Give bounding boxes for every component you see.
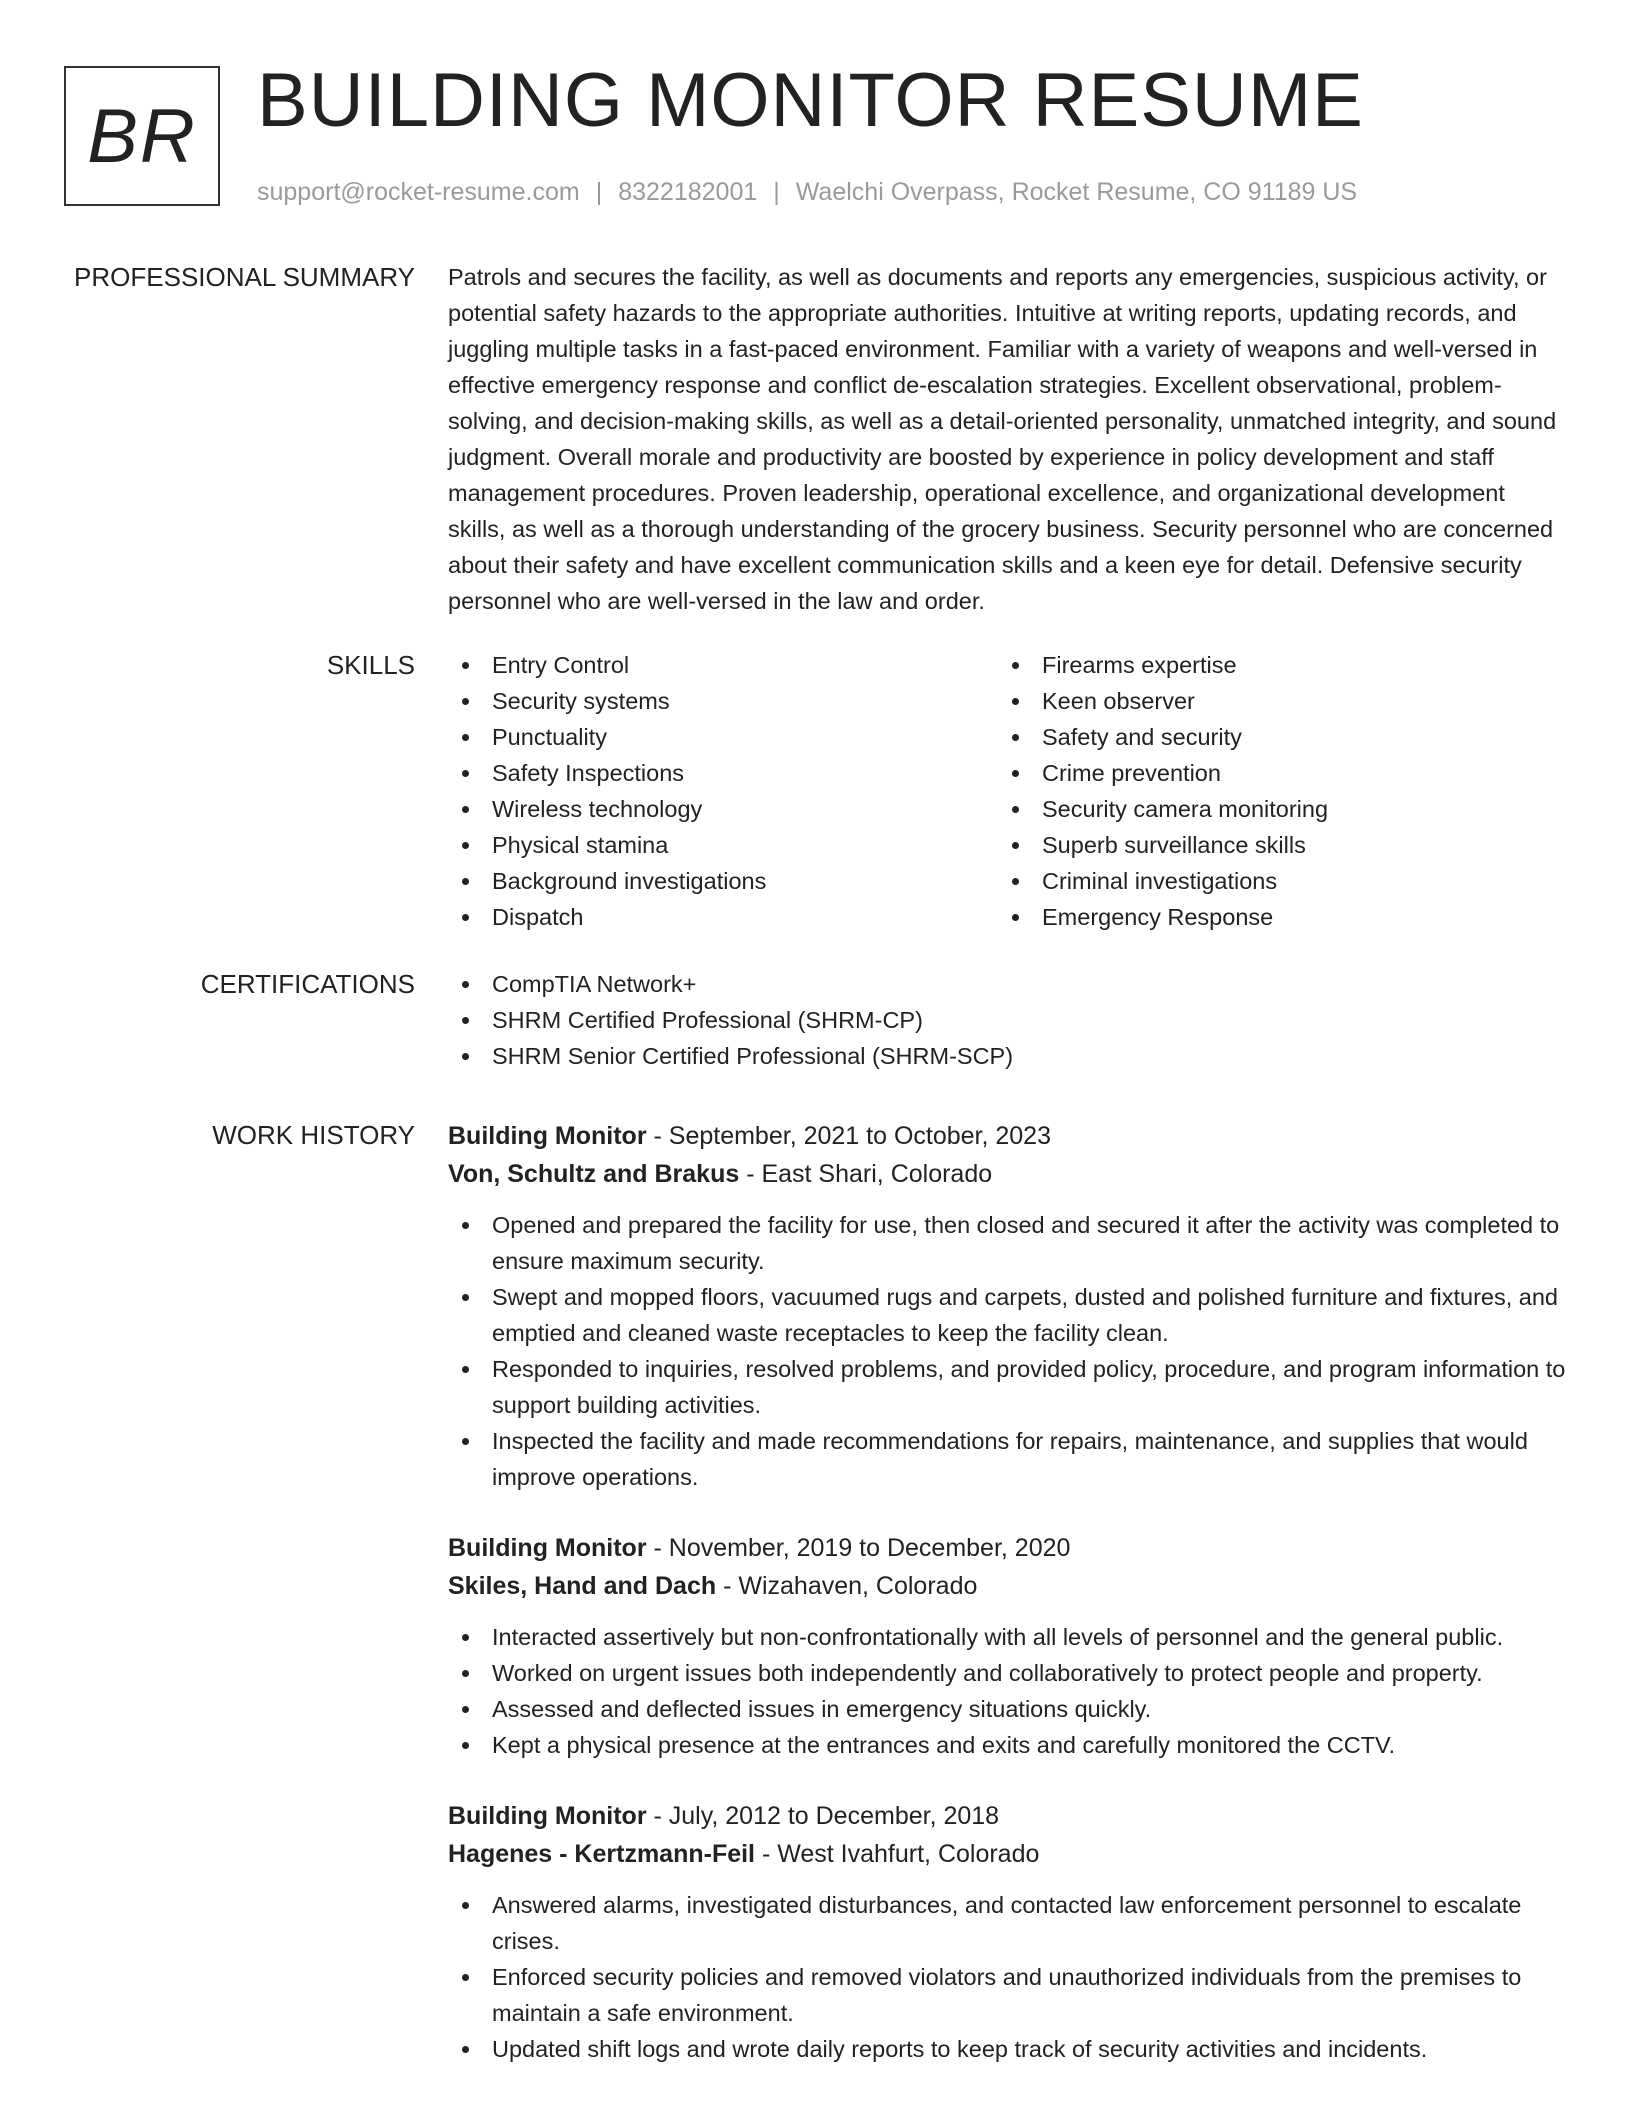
monogram-initials: BR xyxy=(87,93,197,179)
skills-body xyxy=(448,647,1568,935)
job-dates: - September, 2021 to October, 2023 xyxy=(646,1122,1051,1150)
job-entry xyxy=(448,1529,1568,1763)
job-title-line xyxy=(448,1529,1568,1567)
job-company: Hagenes - Kertzmann-Feil xyxy=(448,1840,756,1868)
job-entry xyxy=(448,1117,1568,1495)
job-bullet: Worked on urgent issues both independently and collaboratively to protect people and property. xyxy=(448,1655,1568,1691)
contact-line xyxy=(257,174,1357,210)
skill-item: Safety and security xyxy=(998,719,1548,755)
skill-item: Safety Inspections xyxy=(448,755,998,791)
certification-item: SHRM Senior Certified Professional (SHRM-SCP) xyxy=(448,1038,1568,1074)
certifications-body xyxy=(448,966,1568,1074)
skills-list-left xyxy=(448,647,998,935)
job-bullets xyxy=(448,1619,1568,1763)
job-location: - West Ivahfurt, Colorado xyxy=(755,1840,1040,1868)
contact-address: Waelchi Overpass, Rocket Resume, CO 91189 US xyxy=(795,178,1358,206)
job-company-line xyxy=(448,1155,1568,1193)
job-location: - Wizahaven, Colorado xyxy=(716,1572,978,1600)
skill-item: Dispatch xyxy=(448,899,998,935)
job-bullet: Swept and mopped floors, vacuumed rugs and carpets, dusted and polished furniture and fixtures, and emptied and cleaned waste receptacles to keep the facility clean. xyxy=(448,1279,1568,1351)
job-dates: - July, 2012 to December, 2018 xyxy=(646,1802,1000,1830)
contact-separator: | xyxy=(773,178,780,206)
section-label-skills: SKILLS xyxy=(326,650,415,680)
contact-email[interactable]: support@rocket-resume.com xyxy=(257,178,580,206)
certification-item: CompTIA Network+ xyxy=(448,966,1568,1002)
job-title: Building Monitor xyxy=(448,1802,647,1830)
skill-item: Security systems xyxy=(448,683,998,719)
job-bullet: Inspected the facility and made recommendations for repairs, maintenance, and supplies that would improve operations. xyxy=(448,1423,1568,1495)
skills-list-right xyxy=(998,647,1548,935)
skill-item: Physical stamina xyxy=(448,827,998,863)
job-bullet: Kept a physical presence at the entrances and exits and carefully monitored the CCTV. xyxy=(448,1727,1568,1763)
summary-body xyxy=(448,259,1568,619)
certifications-list xyxy=(448,966,1568,1074)
certification-item: SHRM Certified Professional (SHRM-CP) xyxy=(448,1002,1568,1038)
job-company: Skiles, Hand and Dach xyxy=(448,1572,717,1600)
job-bullet: Enforced security policies and removed violators and unauthorized individuals from the premises to maintain a safe environment. xyxy=(448,1959,1568,2031)
job-bullet: Answered alarms, investigated disturbances, and contacted law enforcement personnel to escalate crises. xyxy=(448,1887,1568,1959)
job-bullet: Opened and prepared the facility for use, then closed and secured it after the activity was completed to ensure maximum security. xyxy=(448,1207,1568,1279)
section-label-summary: PROFESSIONAL SUMMARY xyxy=(74,262,415,292)
job-bullets xyxy=(448,1887,1568,2067)
skill-item: Emergency Response xyxy=(998,899,1548,935)
job-title: Building Monitor xyxy=(448,1122,647,1150)
job-company-line xyxy=(448,1835,1568,1873)
job-title-line xyxy=(448,1117,1568,1155)
resume-title: BUILDING MONITOR RESUME xyxy=(257,58,1364,143)
skill-item: Criminal investigations xyxy=(998,863,1548,899)
job-location: - East Shari, Colorado xyxy=(739,1160,993,1188)
job-bullet: Updated shift logs and wrote daily reports to keep track of security activities and incidents. xyxy=(448,2031,1568,2067)
skill-item: Entry Control xyxy=(448,647,998,683)
contact-separator: | xyxy=(595,178,603,206)
job-bullet: Responded to inquiries, resolved problems, and provided policy, procedure, and program information to support building activities. xyxy=(448,1351,1568,1423)
skill-item: Punctuality xyxy=(448,719,998,755)
job-company-line xyxy=(448,1567,1568,1605)
skill-item: Superb surveillance skills xyxy=(998,827,1548,863)
skill-item: Security camera monitoring xyxy=(998,791,1548,827)
section-label-certifications: CERTIFICATIONS xyxy=(200,969,415,999)
job-dates: - November, 2019 to December, 2020 xyxy=(646,1534,1071,1562)
section-label-work-history: WORK HISTORY xyxy=(212,1120,415,1150)
skill-item: Crime prevention xyxy=(998,755,1548,791)
skill-item: Keen observer xyxy=(998,683,1548,719)
job-bullets xyxy=(448,1207,1568,1495)
job-bullet: Interacted assertively but non-confrontationally with all levels of personnel and the general public. xyxy=(448,1619,1568,1655)
summary-text: Patrols and secures the facility, as well as documents and reports any emergencies, suspicious activity, or potential safety hazards to the appropriate authorities. Intuitive at writing reports, updating records, and juggling multiple tasks in a fast-paced environment. Familiar with a variety of weapons and well-versed in effective emergency response and conflict de-escalation strategies. Excellent observational, problem-solving, and decision-making skills, as well as a detail-oriented personality, unmatched integrity, and sound judgment. Overall morale and productivity are boosted by experience in policy development and staff management procedures. Proven leadership, operational excellence, and organizational development skills, as well as a thorough understanding of the grocery business. Security personnel who are concerned about their safety and have excellent communication skills and a keen eye for detail. Defensive security personnel who are well-versed in the law and order. xyxy=(448,264,1557,614)
job-company: Von, Schultz and Brakus xyxy=(448,1160,740,1188)
job-entry xyxy=(448,1797,1568,2067)
monogram-badge xyxy=(64,66,220,206)
skill-item: Background investigations xyxy=(448,863,998,899)
job-bullet: Assessed and deflected issues in emergency situations quickly. xyxy=(448,1691,1568,1727)
contact-phone[interactable]: 8322182001 xyxy=(618,178,758,206)
job-title: Building Monitor xyxy=(448,1534,647,1562)
skill-item: Firearms expertise xyxy=(998,647,1548,683)
job-title-line xyxy=(448,1797,1568,1835)
skill-item: Wireless technology xyxy=(448,791,998,827)
work-history-body xyxy=(448,1117,1568,2101)
